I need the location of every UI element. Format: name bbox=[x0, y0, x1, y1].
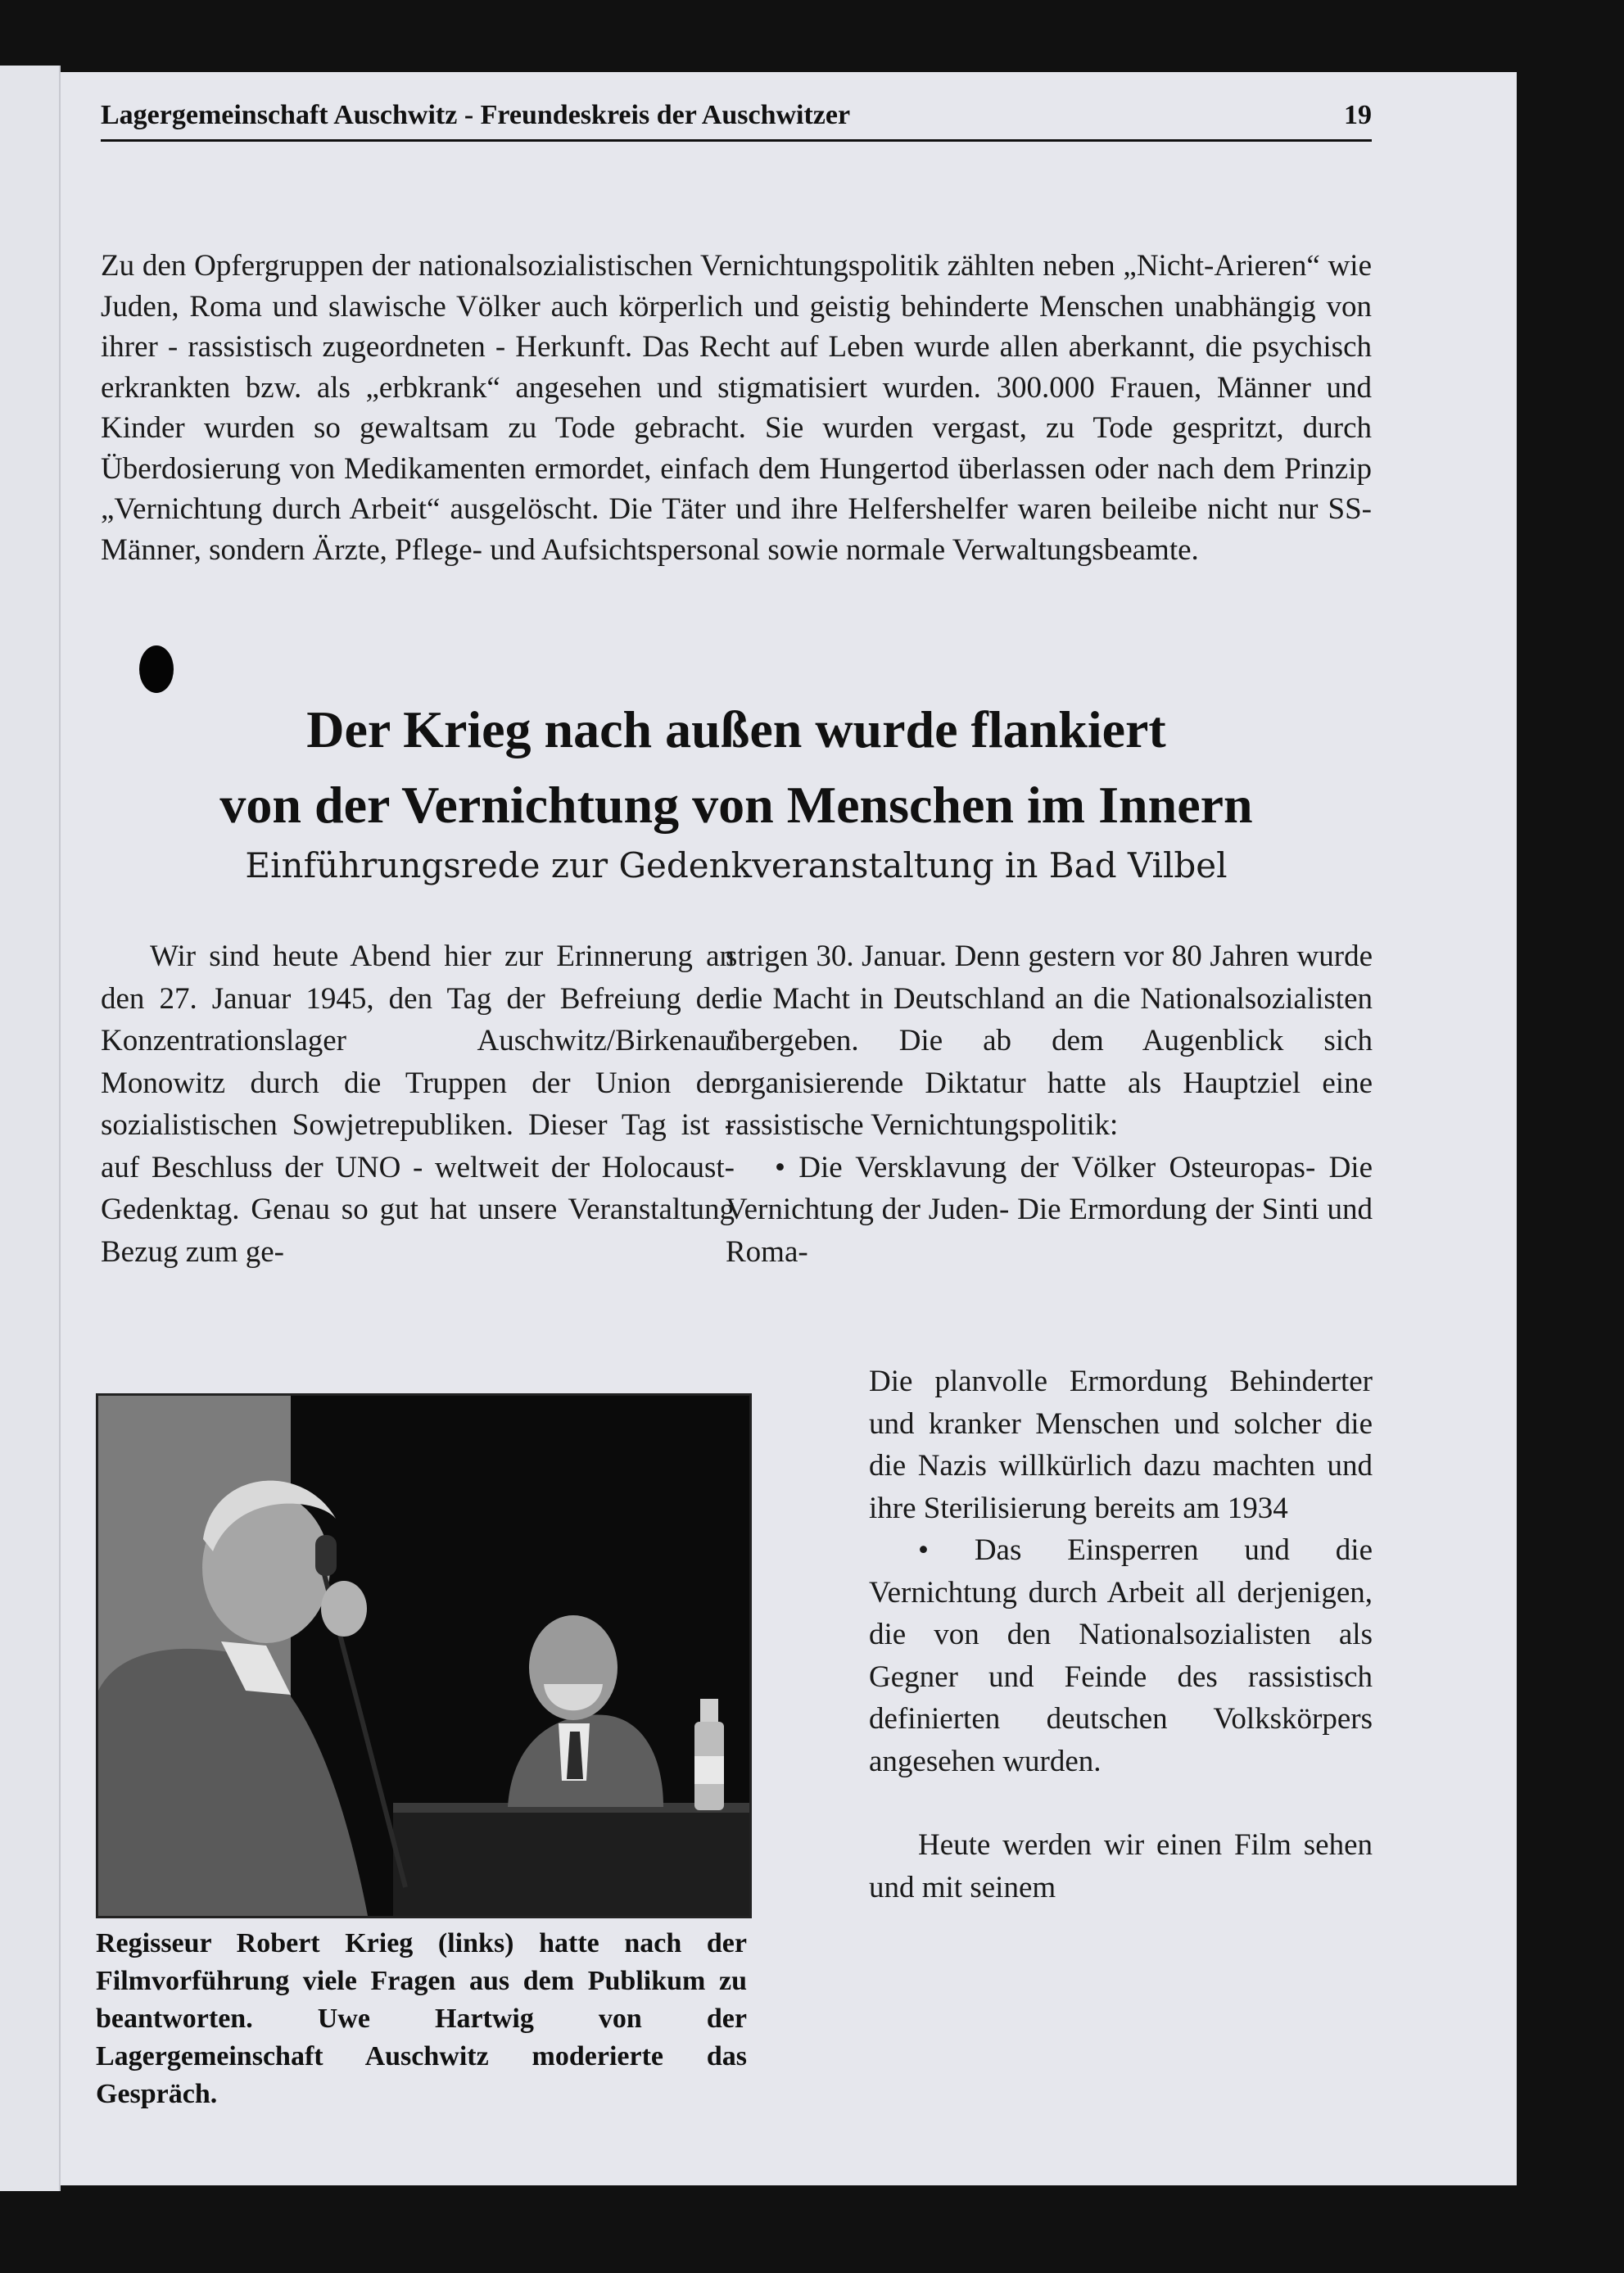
headline-line-2: von der Vernichtung von Menschen im Innern bbox=[219, 776, 1253, 834]
intro-paragraph: Zu den Opfergruppen der nationalsozialistischen Vernichtungspolitik zählten neben „Nicht-Arieren“ wie Juden, Roma und slawische Völker auch körperlich und geistig behinderte Menschen unabhängig von ihrer - rassistisch zugeordneten - Herkunft. Das Recht auf Leben wurde allen aberkannt, die psychisch erkrankten bzw. als „erbkrank“ angesehen und stigmatisiert wurden. 300.000 Frauen, Männer und Kinder wurden so gewaltsam zu Tode gebracht. Sie wurden vergast, zu Tode gespritzt, durch Überdosierung von Medikamenten ermordet, einfach dem Hungertod überlassen oder nach dem Prinzip „Vernichtung durch Arbeit“ ausgelöscht. Die Täter und ihre Helfershelfer waren beileibe nicht nur SS-Männer, sondern Ärzte, Pflege- und Aufsichtspersonal sowie normale Verwaltungsbeamte. bbox=[101, 249, 1372, 567]
bullet-item: • Das Einsperren und die Vernichtung durch Arbeit all derjenigen, die von den Nationalsozialisten als Gegner und Feinde des rassistisch definierten deutschen Volkskörpers angesehen wurden. bbox=[869, 1533, 1373, 1778]
body-paragraph: strigen 30. Januar. Denn gestern vor 80 Jahren wurde die Macht in Deutschland an die Nationalsozialisten übergeben. Die ab dem Augenblick sich organisierende Diktatur hatte als Hauptziel eine rassistische Vernichtungspolitik: bbox=[726, 940, 1373, 1142]
photo-illustration bbox=[98, 1396, 749, 1916]
intro-section bbox=[101, 246, 1372, 570]
bullet-item-continued: Die planvolle Ermordung Behinderter und kranker Menschen und solcher die die Nazis willkürlich dazu machten und ihre Sterilisierung bereits am 1934 bbox=[869, 1365, 1373, 1525]
article-column-right-bottom bbox=[869, 1361, 1373, 1909]
article-column-left bbox=[101, 935, 735, 1273]
running-header bbox=[101, 100, 1372, 142]
body-paragraph: Wir sind heute Abend hier zur Erinnerung an den 27. Januar 1945, den Tag der Befreiung der Konzentrationslager Auschwitz/Birkenau/ Monowitz durch die Truppen der Union der sozialistischen Sowjetrepubliken. Dieser Tag ist - auf Beschluss der UNO - weltweit der Holocaust-Gedenktag. Genau so gut hat unsere Veranstaltung Bezug zum ge- bbox=[101, 940, 735, 1269]
body-paragraph: Heute werden wir einen Film sehen und mit seinem bbox=[869, 1828, 1373, 1904]
page-number: 19 bbox=[1344, 100, 1372, 130]
bullet-item: • Die Versklavung der Völker Osteuropas- Die Vernichtung der Juden- Die Ermordung der Sinti und Roma- bbox=[726, 1150, 1373, 1269]
article-photo bbox=[96, 1393, 752, 1918]
facing-page-edge bbox=[0, 66, 61, 2191]
paragraph-spacer bbox=[869, 1782, 1373, 1824]
header-title: Lagergemeinschaft Auschwitz - Freundeskreis der Auschwitzer bbox=[101, 100, 851, 130]
article-subheadline: Einführungsrede zur Gedenkveranstaltung in Bad Vilbel bbox=[245, 845, 1228, 885]
punch-hole bbox=[139, 645, 174, 693]
headline-line-1: Der Krieg nach außen wurde flankiert bbox=[306, 700, 1166, 758]
photo-caption: Regisseur Robert Krieg (links) hatte nach der Filmvorführung viele Fragen aus dem Publikum zu beantworten. Uwe Hartwig von der Lagergemeinschaft Auschwitz moderierte das Gespräch. bbox=[96, 1928, 747, 2109]
article-headline bbox=[101, 692, 1372, 843]
article-column-right-top bbox=[726, 935, 1373, 1273]
